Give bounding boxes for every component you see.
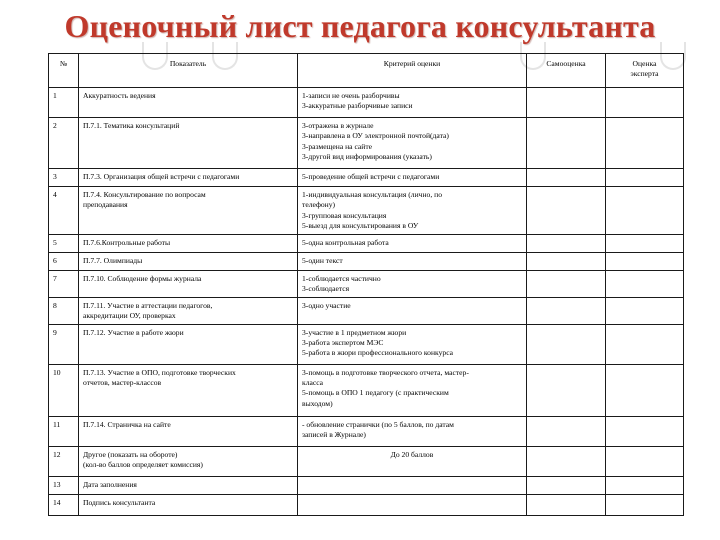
expert-assessment-cell[interactable] [606, 297, 684, 324]
criteria-text: 3-другой вид информирования (указать) [302, 152, 432, 162]
indicator-text: П.7.14. Страничка на сайте [83, 419, 171, 429]
table-row [49, 270, 684, 297]
self-assessment-cell[interactable] [527, 297, 606, 324]
self-assessment-cell[interactable] [527, 476, 606, 494]
indicator-cell [79, 494, 298, 515]
header-indicator: Показатель [79, 54, 298, 88]
indicator-text: Подпись консультанта [83, 497, 156, 507]
criteria-cell [298, 476, 527, 494]
self-assessment-cell[interactable] [527, 88, 606, 118]
criteria-cell [298, 270, 527, 297]
indicator-cell [79, 118, 298, 169]
self-assessment-cell[interactable] [527, 270, 606, 297]
self-assessment-cell[interactable] [527, 234, 606, 252]
criteria-text: 3-участие в 1 предметном жюри [302, 327, 407, 337]
indicator-text: П.7.1. Тематика консультаций [83, 121, 180, 130]
expert-assessment-cell[interactable] [606, 416, 684, 446]
table-row [49, 476, 684, 494]
self-assessment-cell[interactable] [527, 416, 606, 446]
criteria-cell [298, 324, 527, 364]
criteria-text: 3-направлена в ОУ электронной почтой(дата) [302, 131, 449, 141]
row-number: 13 [49, 476, 79, 494]
row-number: 10 [49, 364, 79, 416]
criteria-text: 3-групповая консультация [302, 210, 387, 220]
indicator-cell [79, 297, 298, 324]
criteria-cell [298, 252, 527, 270]
indicator-cell [79, 169, 298, 187]
table-row [49, 324, 684, 364]
indicator-text: П.7.13. Участие в ОПО, подготовке творческих [83, 367, 236, 377]
table-row [49, 416, 684, 446]
expert-assessment-cell[interactable] [606, 270, 684, 297]
indicator-cell [79, 416, 298, 446]
criteria-text: 1-записи не очень разборчивы [302, 91, 400, 100]
criteria-text: 3-соблюдается [302, 284, 350, 294]
indicator-text: П.7.3. Организация общей встречи с педагогами [83, 172, 240, 181]
criteria-text: 3-работа экспертом МЭС [302, 338, 384, 348]
self-assessment-cell[interactable] [527, 118, 606, 169]
header-expert-line: эксперта [630, 69, 659, 79]
indicator-cell [79, 88, 298, 118]
criteria-text: 3-отражена в журнале [302, 121, 374, 130]
indicator-text: П.7.4. Консультирование по вопросам [83, 190, 206, 199]
criteria-text: выходом) [302, 398, 333, 408]
indicator-text: П.7.6.Контрольные работы [83, 237, 171, 247]
criteria-cell [298, 297, 527, 324]
indicator-cell [79, 476, 298, 494]
indicator-cell [79, 364, 298, 416]
row-number: 12 [49, 446, 79, 476]
indicator-text: Дата заполнения [83, 479, 137, 489]
indicator-text: преподавания [83, 200, 128, 210]
criteria-text: 1-индивидуальная консультация (лично, по [302, 190, 442, 199]
table-row [49, 88, 684, 118]
row-number: 3 [49, 169, 79, 187]
self-assessment-cell[interactable] [527, 494, 606, 515]
indicator-cell [79, 324, 298, 364]
table-row [49, 118, 684, 169]
expert-assessment-cell[interactable] [606, 118, 684, 169]
self-assessment-cell[interactable] [527, 252, 606, 270]
header-row [49, 54, 684, 88]
table-row [49, 494, 684, 515]
expert-assessment-cell[interactable] [606, 494, 684, 515]
criteria-text: 1-соблюдается частично [302, 273, 381, 283]
indicator-text: (кол-во баллов определяет комиссия) [83, 460, 203, 470]
header-criteria: Критерий оценки [298, 54, 527, 88]
table-row [49, 252, 684, 270]
row-number: 11 [49, 416, 79, 446]
indicator-text: П.7.10. Соблюдение формы журнала [83, 273, 202, 283]
indicator-cell [79, 234, 298, 252]
indicator-text: П.7.11. Участие в аттестации педагогов, [83, 300, 213, 310]
table-row [49, 297, 684, 324]
criteria-text: 5-выезд для консультирования в ОУ [302, 221, 419, 231]
criteria-cell [298, 446, 527, 476]
criteria-cell [298, 88, 527, 118]
expert-assessment-cell[interactable] [606, 187, 684, 235]
self-assessment-cell[interactable] [527, 169, 606, 187]
header-expert-line: Оценка [632, 59, 657, 68]
expert-assessment-cell[interactable] [606, 476, 684, 494]
self-assessment-cell[interactable] [527, 446, 606, 476]
header-number: № [49, 54, 79, 88]
criteria-text: - обновление странички (по 5 баллов, по датам [302, 419, 454, 429]
table-row [49, 234, 684, 252]
self-assessment-cell[interactable] [527, 324, 606, 364]
row-number: 4 [49, 187, 79, 235]
row-number: 7 [49, 270, 79, 297]
evaluation-table [48, 53, 684, 516]
row-number: 9 [49, 324, 79, 364]
criteria-text: 3-аккуратные разборчивые записи [302, 101, 413, 111]
expert-assessment-cell[interactable] [606, 88, 684, 118]
indicator-cell [79, 270, 298, 297]
criteria-text: 3-размещена на сайте [302, 141, 373, 151]
self-assessment-cell[interactable] [527, 364, 606, 416]
table-row [49, 364, 684, 416]
expert-assessment-cell[interactable] [606, 364, 684, 416]
expert-assessment-cell[interactable] [606, 446, 684, 476]
expert-assessment-cell[interactable] [606, 252, 684, 270]
self-assessment-cell[interactable] [527, 187, 606, 235]
row-number: 5 [49, 234, 79, 252]
table-row [49, 187, 684, 235]
table-row [49, 446, 684, 476]
criteria-cell [298, 416, 527, 446]
expert-assessment-cell[interactable] [606, 324, 684, 364]
indicator-text: аккредитации ОУ, проверках [83, 311, 176, 321]
indicator-cell [79, 187, 298, 235]
criteria-cell [298, 234, 527, 252]
criteria-text: 5-проведение общей встречи с педагогами [302, 172, 440, 181]
criteria-text: 5-помощь в ОПО 1 педагогу (с практическим [302, 388, 449, 398]
row-number: 2 [49, 118, 79, 169]
indicator-text: П.7.12. Участие в работе жюри [83, 327, 184, 337]
row-number: 1 [49, 88, 79, 118]
indicator-cell [79, 446, 298, 476]
indicator-text: отчетов, мастер-классов [83, 378, 162, 388]
header-expert-assessment [606, 54, 684, 88]
criteria-text: телефону) [302, 200, 336, 210]
indicator-cell [79, 252, 298, 270]
criteria-cell [298, 118, 527, 169]
criteria-text: 5-один текст [302, 255, 343, 265]
criteria-text: До 20 баллов [390, 449, 434, 459]
table-row [49, 169, 684, 187]
criteria-cell [298, 494, 527, 515]
criteria-text: 5-одна контрольная работа [302, 237, 389, 247]
page-title: Оценочный лист педагога консультанта [64, 8, 656, 44]
expert-assessment-cell[interactable] [606, 169, 684, 187]
criteria-text: 5-работа в жюри профессионального конкурса [302, 348, 454, 358]
expert-assessment-cell[interactable] [606, 234, 684, 252]
criteria-text: записей в Журнале) [302, 430, 366, 440]
criteria-cell [298, 187, 527, 235]
header-self-assessment: Самооценка [527, 54, 606, 88]
criteria-text: класса [302, 378, 324, 388]
row-number: 6 [49, 252, 79, 270]
table-body [49, 88, 684, 516]
indicator-text: Другое (показать на обороте) [83, 449, 178, 459]
criteria-cell [298, 169, 527, 187]
indicator-text: Аккуратность ведения [83, 91, 156, 100]
criteria-text: 3-помощь в подготовке творческого отчета, мастер- [302, 367, 469, 377]
row-number: 8 [49, 297, 79, 324]
criteria-cell [298, 364, 527, 416]
indicator-text: П.7.7. Олимпиады [83, 255, 143, 265]
criteria-text: 3-одно участие [302, 300, 351, 310]
row-number: 14 [49, 494, 79, 515]
